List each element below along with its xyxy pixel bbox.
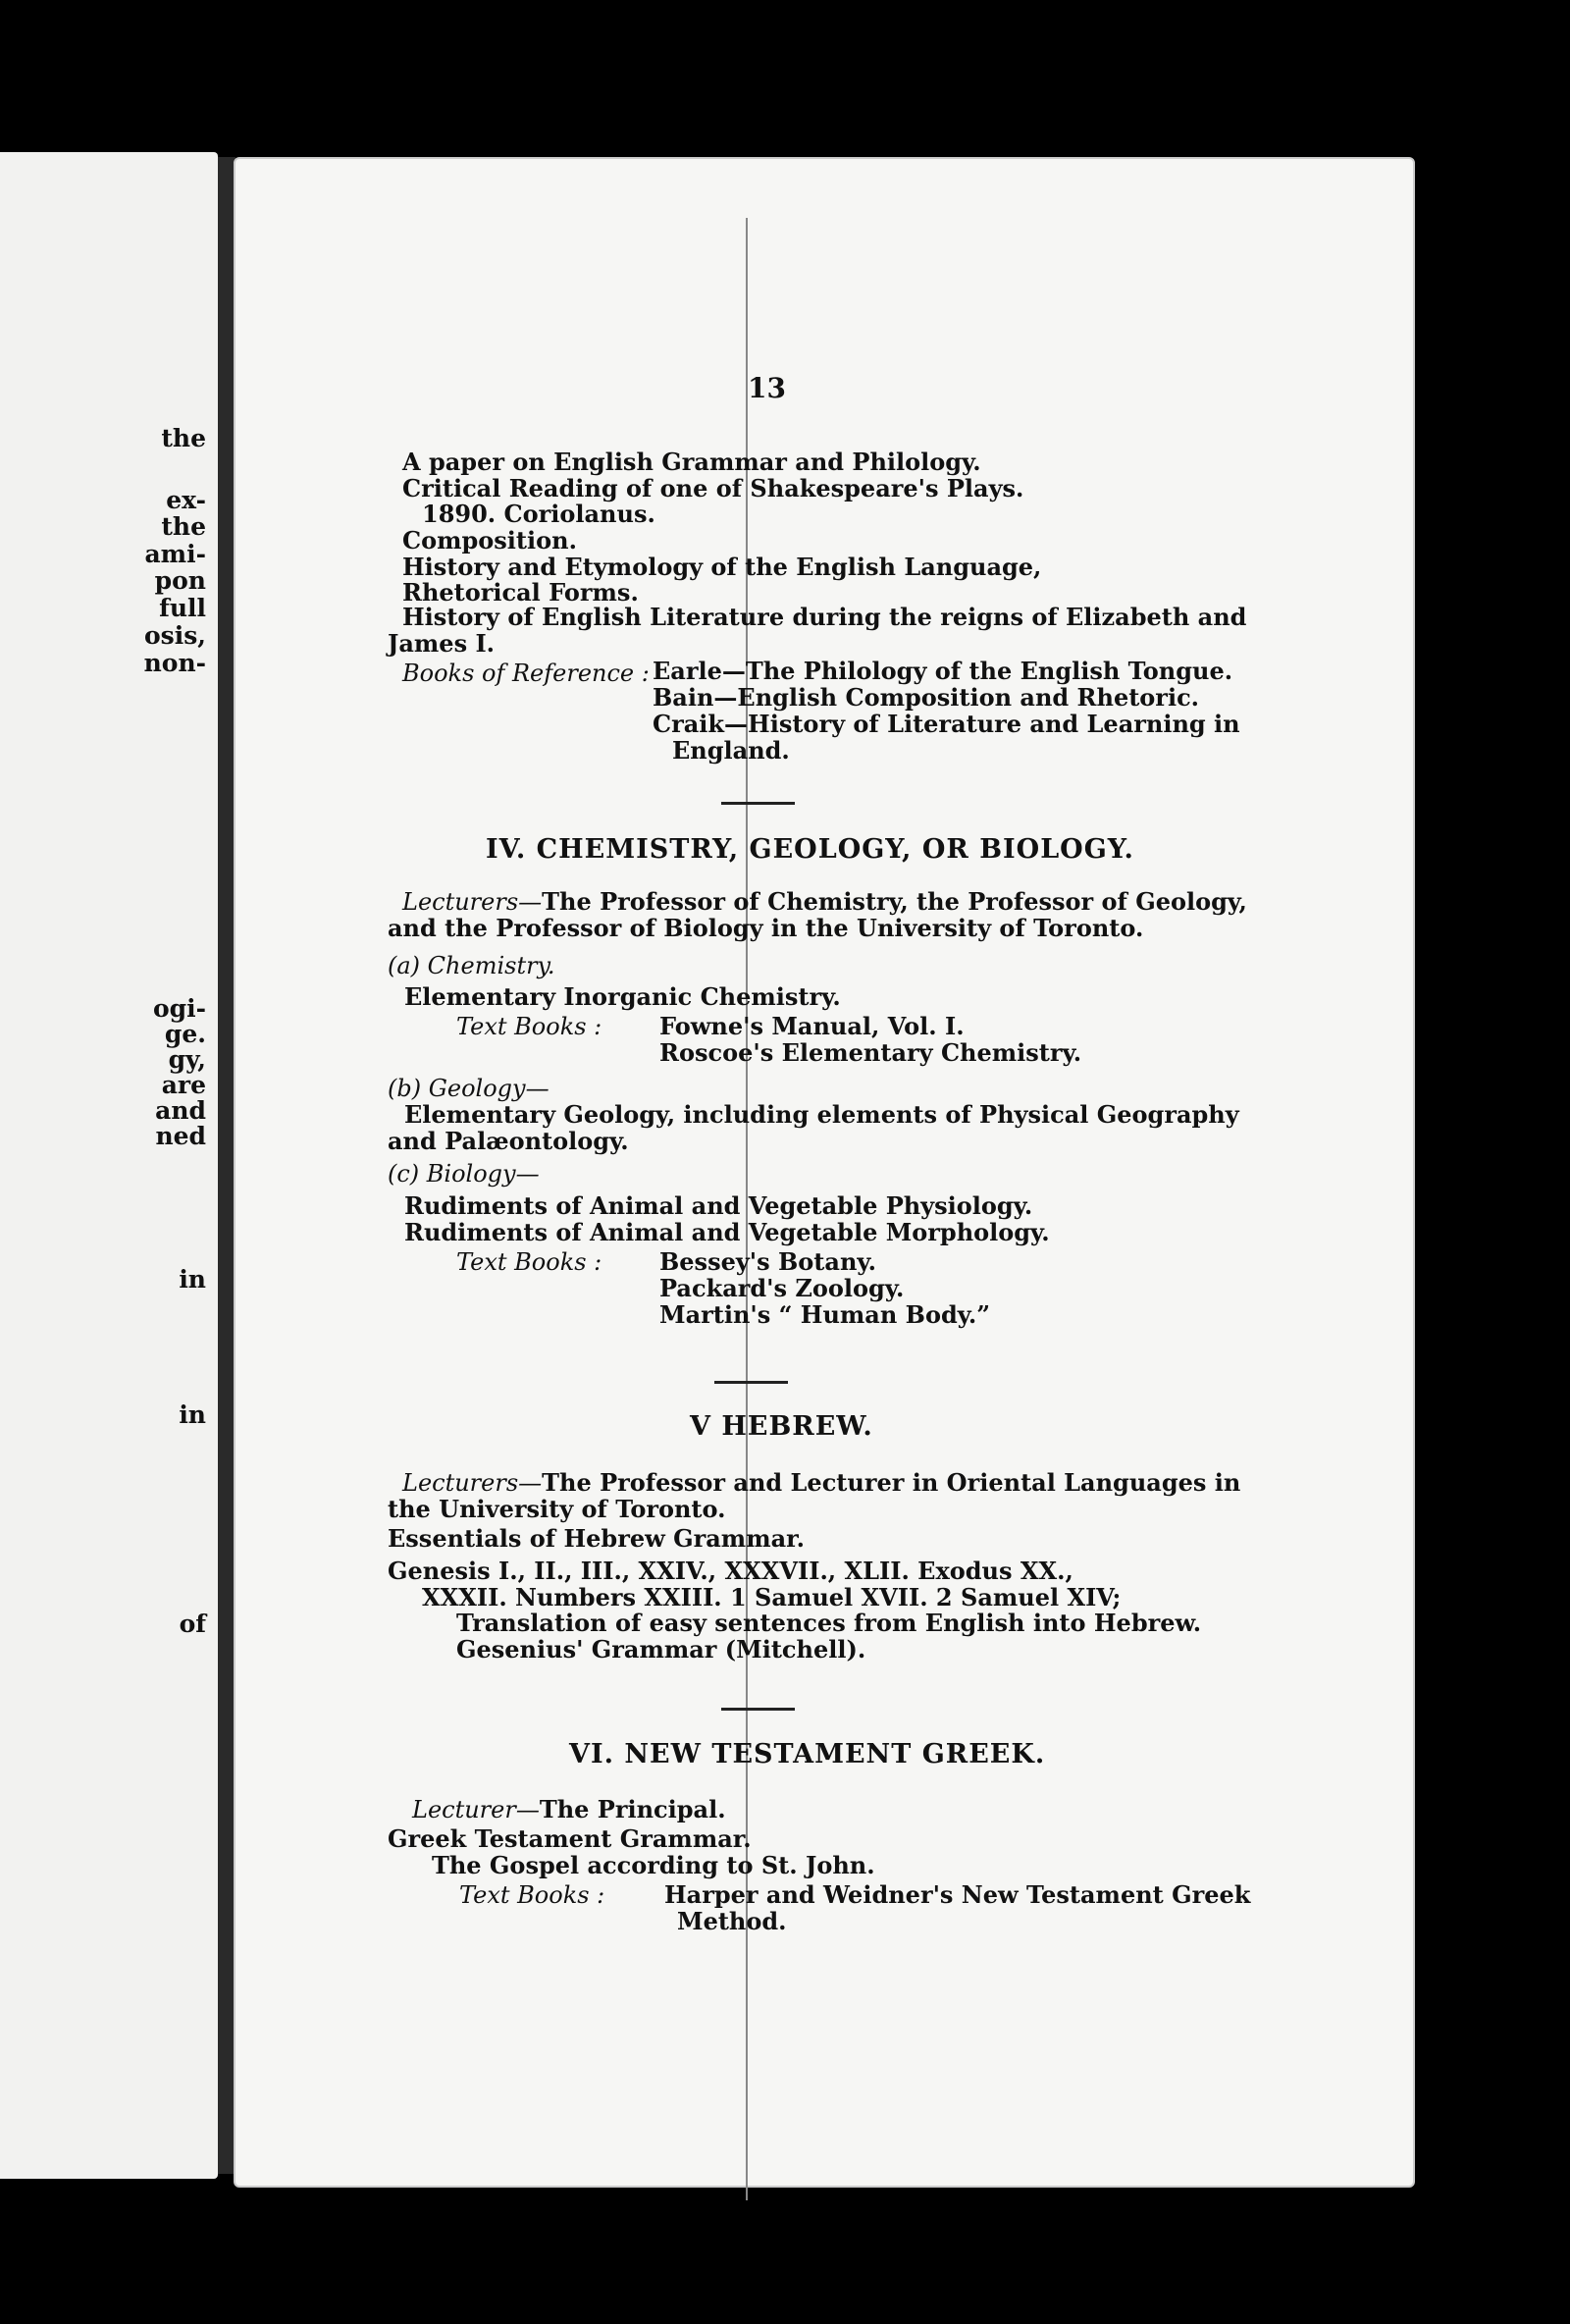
greek-line: Greek Testament Grammar. bbox=[388, 1824, 752, 1853]
fragment-text: ogi- bbox=[152, 994, 206, 1023]
lecturer-label: Lecturer— bbox=[412, 1796, 540, 1823]
hebrew-line: Essentials of Hebrew Grammar. bbox=[388, 1524, 805, 1553]
text-books-label: Text Books : bbox=[456, 1013, 602, 1040]
fragment-text: in bbox=[179, 1400, 206, 1429]
fragment-text: ex- bbox=[166, 486, 206, 514]
reference-item: England. bbox=[672, 736, 790, 765]
text-book-item: Martin's “ Human Body.” bbox=[659, 1300, 991, 1329]
text-book-item: Fowne's Manual, Vol. I. bbox=[659, 1012, 965, 1040]
section-divider bbox=[721, 802, 795, 805]
section-divider bbox=[714, 1381, 788, 1384]
greek-line: The Gospel according to St. John. bbox=[432, 1851, 875, 1879]
lecturers-label: Lecturers— bbox=[402, 888, 543, 916]
subsection-line: Elementary Geology, including elements of Physical Geography bbox=[404, 1100, 1239, 1129]
fragment-text: of bbox=[179, 1610, 206, 1638]
previous-page-fragment bbox=[0, 152, 218, 2179]
english-line: Critical Reading of one of Shakespeare's Plays. bbox=[402, 474, 1024, 502]
reference-item: Earle—The Philology of the English Tongue. bbox=[653, 657, 1233, 685]
fragment-text: non- bbox=[143, 649, 206, 677]
hebrew-line: Translation of easy sentences from English into Hebrew. bbox=[456, 1609, 1202, 1637]
section-heading: V HEBREW. bbox=[690, 1411, 873, 1442]
fragment-text: ge. bbox=[164, 1020, 206, 1048]
section-divider bbox=[721, 1708, 795, 1711]
section-heading: VI. NEW TESTAMENT GREEK. bbox=[569, 1739, 1046, 1769]
lecturers-label: Lecturers— bbox=[402, 1469, 543, 1497]
subsection-line: Elementary Inorganic Chemistry. bbox=[404, 982, 841, 1011]
lecturers-line bbox=[402, 888, 1247, 916]
hebrew-line: XXXII. Numbers XXIII. 1 Samuel XVII. 2 Samuel XIV; bbox=[422, 1583, 1122, 1611]
text-books-label: Text Books : bbox=[459, 1881, 605, 1909]
text-books-label: Text Books : bbox=[456, 1248, 602, 1276]
reference-item: Bain—English Composition and Rhetoric. bbox=[653, 683, 1200, 712]
lecturers-text: The Professor and Lecturer in Oriental Languages in bbox=[542, 1468, 1241, 1497]
subsection-line: Rudiments of Animal and Vegetable Physiology. bbox=[404, 1191, 1033, 1220]
lecturer-text: The Principal. bbox=[539, 1795, 726, 1823]
text-book-item: Method. bbox=[677, 1907, 787, 1935]
english-line: History and Etymology of the English Language, bbox=[402, 553, 1042, 581]
subsection-label: (c) Biology— bbox=[388, 1160, 540, 1188]
lecturers-text: The Professor of Chemistry, the Professor of Geology, bbox=[542, 887, 1247, 916]
english-line: Composition. bbox=[402, 526, 577, 555]
fragment-text: ned bbox=[155, 1122, 206, 1150]
fragment-text: the bbox=[161, 512, 206, 541]
lecturer-line bbox=[412, 1796, 726, 1823]
lecturers-line: the University of Toronto. bbox=[388, 1495, 726, 1523]
text-book-item: Bessey's Botany. bbox=[659, 1247, 876, 1276]
text-book-item: Roscoe's Elementary Chemistry. bbox=[659, 1038, 1082, 1067]
lecturers-line: and the Professor of Biology in the University of Toronto. bbox=[388, 914, 1144, 942]
books-of-reference-label: Books of Reference : bbox=[402, 660, 650, 687]
section-heading: IV. CHEMISTRY, GEOLOGY, OR BIOLOGY. bbox=[486, 834, 1134, 865]
hebrew-line: Genesis I., II., III., XXIV., XXXVII., XLII. Exodus XX., bbox=[388, 1557, 1073, 1585]
fragment-text: gy, bbox=[168, 1045, 206, 1074]
subsection-label: (b) Geology— bbox=[388, 1075, 550, 1102]
page-13 bbox=[234, 157, 1415, 2188]
english-line: 1890. Coriolanus. bbox=[422, 500, 655, 528]
text-book-item: Harper and Weidner's New Testament Greek bbox=[664, 1880, 1251, 1909]
text-book-item: Packard's Zoology. bbox=[659, 1274, 905, 1302]
subsection-line: Rudiments of Animal and Vegetable Morphology. bbox=[404, 1218, 1050, 1246]
fragment-text: osis, bbox=[143, 621, 206, 650]
page-number: 13 bbox=[748, 372, 786, 404]
fragment-text: the bbox=[161, 424, 206, 452]
english-line: Rhetorical Forms. bbox=[402, 578, 639, 607]
hebrew-line: Gesenius' Grammar (Mitchell). bbox=[456, 1635, 866, 1664]
fragment-text: full bbox=[159, 594, 206, 622]
reference-item: Craik—History of Literature and Learning in bbox=[653, 710, 1240, 738]
english-line: A paper on English Grammar and Philology. bbox=[402, 448, 981, 476]
subsection-label: (a) Chemistry. bbox=[388, 952, 555, 979]
fragment-text: and bbox=[155, 1096, 206, 1125]
fragment-text: ami- bbox=[144, 540, 206, 568]
english-line: James I. bbox=[388, 629, 496, 658]
subsection-line: and Palæontology. bbox=[388, 1127, 629, 1155]
fragment-text: pon bbox=[154, 566, 206, 595]
english-line: History of English Literature during the reigns of Elizabeth and bbox=[402, 603, 1247, 631]
fragment-text: in bbox=[179, 1265, 206, 1294]
lecturers-line bbox=[402, 1469, 1240, 1497]
fragment-text: are bbox=[161, 1071, 206, 1099]
